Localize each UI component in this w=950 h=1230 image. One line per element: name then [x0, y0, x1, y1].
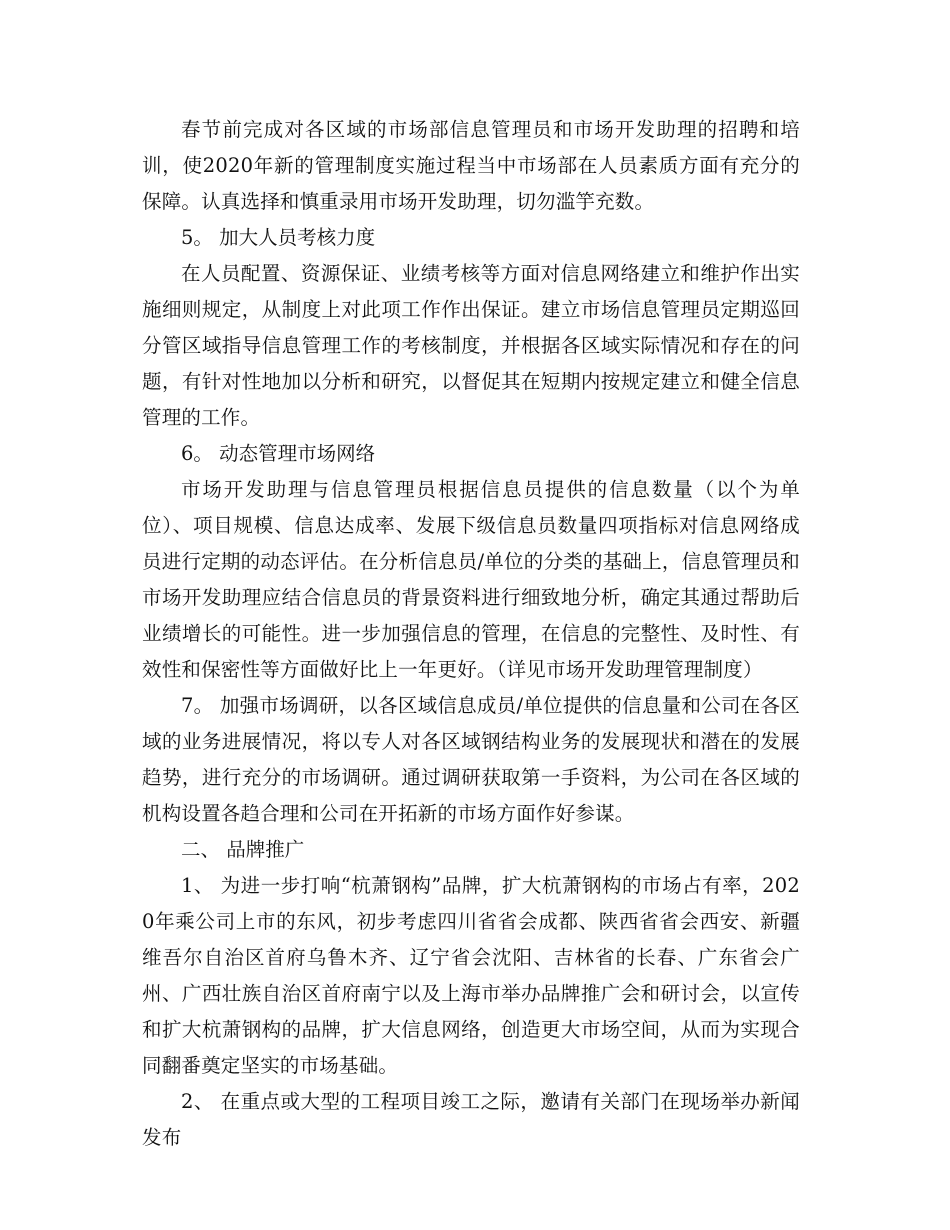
heading-assessment: 5。 加大人员考核力度	[181, 226, 376, 249]
paragraph-dynamic-management: 市场开发助理与信息管理员根据信息员提供的信息数量（以个为单位）、项目规模、信息达成率、发展下级信息员数量四项指标对信息网络成员进行定期的动态评估。在分析信息员/单位的分类的基础上，信息管理员和市场开发助理应结合信息员的背景资料进行细致地分析，确定其通过帮助后业绩增长的可能性。进一步加强信息的管理，在信息的完整性、及时性、有效性和保密性等方面做好比上一年更好。（详见市场开发助理管理制度）	[142, 478, 800, 681]
heading-brand-promotion: 二、 品牌推广	[181, 838, 305, 861]
heading-dynamic-management: 6。 动态管理市场网络	[181, 442, 376, 465]
paragraph-assessment: 在人员配置、资源保证、业绩考核等方面对信息网络建立和维护作出实施细则规定，从制度上对此项工作作出保证。建立市场信息管理员定期巡回分管区域指导信息管理工作的考核制度，并根据各区域实际情况和存在的问题，有针对性地加以分析和研究，以督促其在短期内按规定建立和健全信息管理的工作。	[142, 262, 800, 429]
paragraph-brand-promotion-2: 2、 在重点或大型的工程项目竣工之际，邀请有关部门在现场举办新闻发布	[142, 1090, 800, 1149]
paragraph-recruitment: 春节前完成对各区域的市场部信息管理员和市场开发助理的招聘和培训，使2020年新的管理制度实施过程当中市场部在人员素质方面有充分的保障。认真选择和慎重录用市场开发助理，切勿滥竽充数。	[142, 118, 800, 213]
paragraph-brand-promotion-1: 1、 为进一步打响“杭萧钢构”品牌，扩大杭萧钢构的市场占有率，2020年乘公司上市的东风，初步考虑四川省省会成都、陕西省省会西安、新疆维吾尔自治区首府乌鲁木齐、辽宁省会沈阳、吉林省的长春、广东省会广州、广西壮族自治区首府南宁以及上海市举办品牌推广会和研讨会，以宣传和扩大杭萧钢构的品牌，扩大信息网络，创造更大市场空间，从而为实现合同翻番奠定坚实的市场基础。	[142, 874, 800, 1077]
paragraph-market-research: 7。 加强市场调研，以各区域信息成员/单位提供的信息量和公司在各区域的业务进展情况，将以专人对各区域钢结构业务的发展现状和潜在的发展趋势，进行充分的市场调研。通过调研获取第一手资料，为公司在各区域的机构设置各趋合理和公司在开拓新的市场方面作好参谋。	[142, 694, 800, 825]
